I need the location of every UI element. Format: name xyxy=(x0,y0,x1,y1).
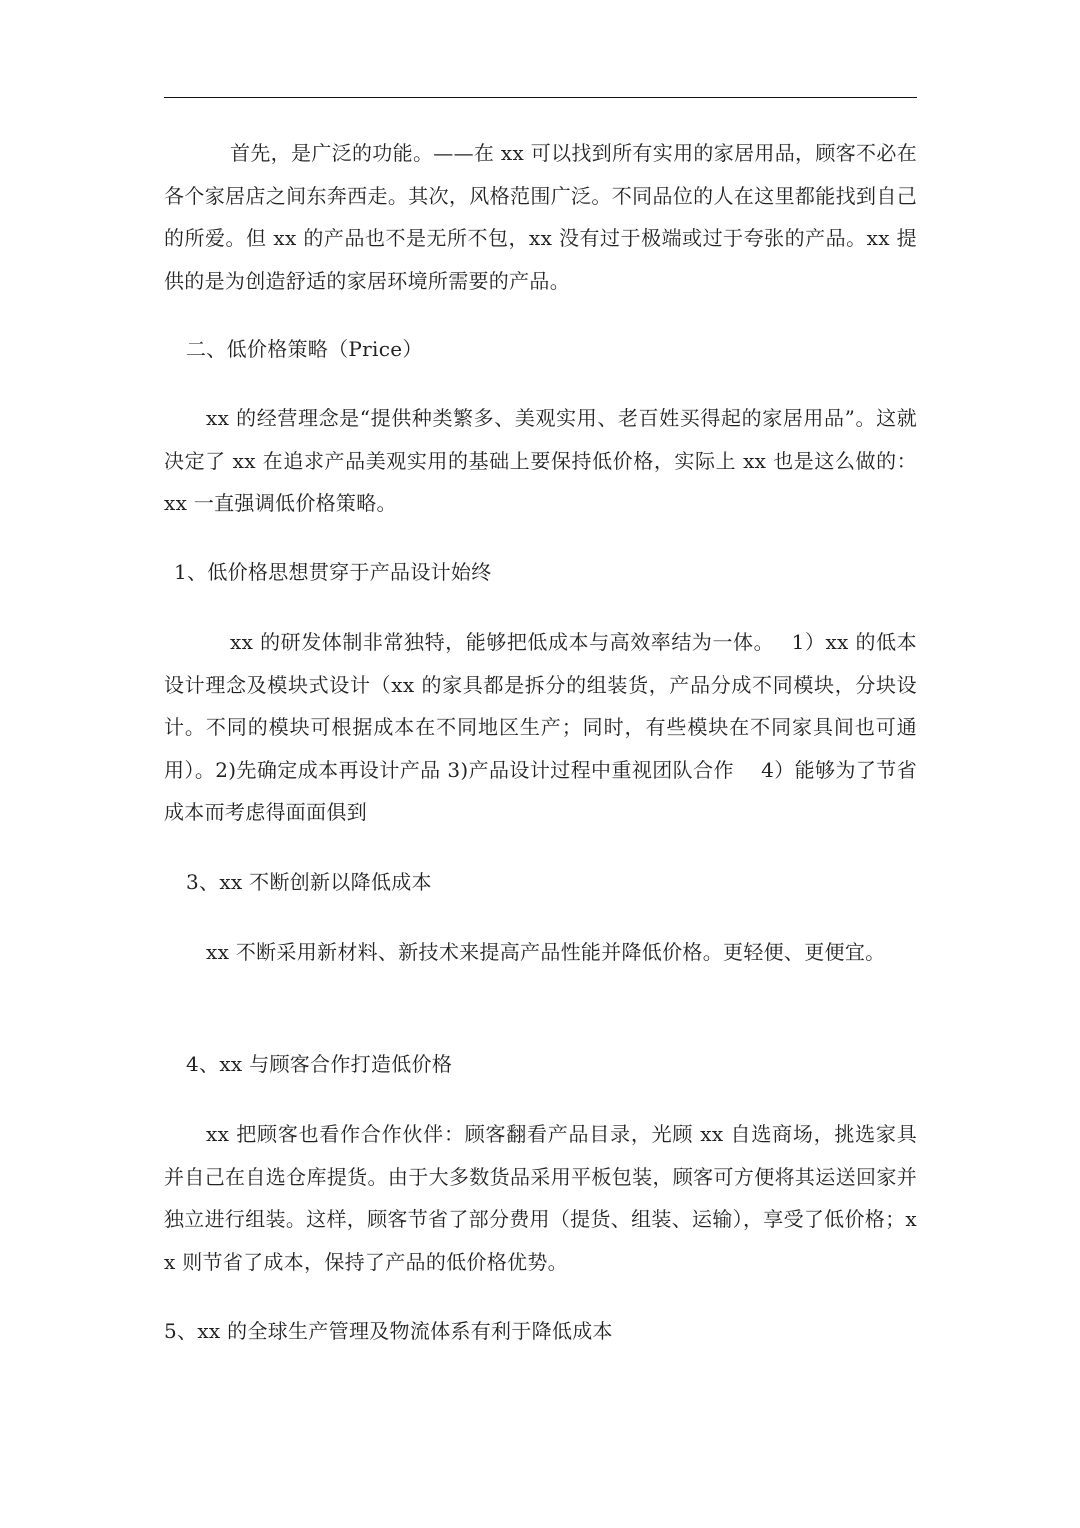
subheading-logistics: 5、xx 的全球生产管理及物流体系有利于降低成本 xyxy=(164,1319,613,1343)
subheading-design: 1、低价格思想贯穿于产品设计始终 xyxy=(174,560,492,584)
subheading-cooperation: 4、xx 与顾客合作打造低价格 xyxy=(186,1052,453,1076)
section-heading-price: 二、低价格策略（Price） xyxy=(186,337,423,361)
paragraph-function: 首先，是广泛的功能。——在 xx 可以找到所有实用的家居用品，顾客不必在各个家居店之间东奔西走。其次，风格范围广泛。不同品位的人在这里都能找到自己的所爱。但 xx 的产品也不是无所不包，xx 没有过于极端或过于夸张的产品。xx 提供的是为创造舒适的家居环境所需要的产品。 xyxy=(164,141,917,293)
paragraph-philosophy: xx 的经营理念是“提供种类繁多、美观实用、老百姓买得起的家居用品”。这就决定了 xx 在追求产品美观实用的基础上要保持低价格，实际上 xx 也是这么做的：xx 一直强调低价格策略。 xyxy=(164,406,917,515)
paragraph-cooperation: xx 把顾客也看作合作伙伴：顾客翻看产品目录，光顾 xx 自选商场，挑选家具并自己在自选仓库提货。由于大多数货品采用平板包装，顾客可方便将其运送回家并独立进行组装。这样，顾客节省了部分费用（提货、组装、运输），享受了低价格；xx 则节省了成本，保持了产品的低价格优势。 xyxy=(164,1122,917,1274)
header-rule xyxy=(164,97,917,98)
paragraph-innovation: xx 不断采用新材料、新技术来提高产品性能并降低价格。更轻便、更便宜。 xyxy=(206,940,886,964)
paragraph-design: xx 的研发体制非常独特，能够把低成本与高效率结为一体。 1）xx 的低本设计理念及模块式设计（xx 的家具都是拆分的组装货，产品分成不同模块，分块设计。不同的模块可根据成本在不同地区生产；同时，有些模块在不同家具间也可通用）。2)先确定成本再设计产品 3)产品设计过程中重视团队合作 4）能够为了节省成本而考虑得面面俱到 xyxy=(164,630,917,824)
subheading-innovation: 3、xx 不断创新以降低成本 xyxy=(186,870,432,894)
